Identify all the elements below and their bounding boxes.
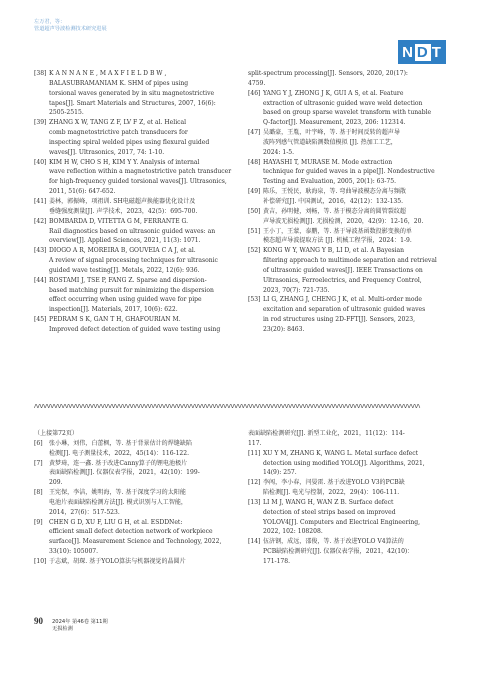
references-bottom-right-column <box>248 429 446 567</box>
reference-line: split-spectrum processing[J]. Sensors, 2020, 20(17): <box>248 70 408 77</box>
reference-line: 补偿研究[J]. 中国测试，2016，42(12)：132-135. <box>263 197 404 205</box>
reference-line: YANG Y J, ZHONG J K, GUI A S, et al. Feature <box>263 89 404 97</box>
reference-line: torsional waves generated by in situ magnetostrictive <box>49 89 215 97</box>
reference-text <box>248 69 446 89</box>
reference-text <box>49 439 232 459</box>
reference-text <box>263 246 446 295</box>
reference-number: [45] <box>34 316 47 324</box>
reference-number: [43] <box>34 247 47 255</box>
reference-line: 209. <box>49 479 63 487</box>
logo-letter-n: N <box>402 43 414 61</box>
reference-line: comb magnetostrictive patch transducers for <box>49 129 188 137</box>
reference-line: 117. <box>248 439 262 447</box>
reference-line: based on group sparse wavelet transform with tunable <box>263 109 432 117</box>
reference-entry <box>34 439 232 459</box>
reference-line: ZHANG X W, TANG Z F, LV F Z, et al. Helical <box>49 119 187 127</box>
reference-line: 波阵列感气管道缺陷测数值模拟 [J]. 热加工工艺， <box>263 138 397 146</box>
reference-line: Improved defect detection of guided wave testing using <box>49 325 221 333</box>
reference-text <box>49 518 232 557</box>
reference-line: 王小丁，王蒙，泰鹏，等. 基于导波基函数投影变换的单 <box>263 227 412 235</box>
reference-entry <box>34 118 232 157</box>
journal-name: 无损检测 <box>52 626 73 632</box>
reference-line: based matching pursuit for minimizing the dispersion <box>49 286 214 294</box>
reference-entry <box>34 158 232 197</box>
reference-entry <box>34 518 232 557</box>
reference-number: [38] <box>34 70 47 77</box>
reference-line: detection using modified YOLO[J]. Algorithms, 2021, <box>263 459 425 467</box>
logo-letter-d: D <box>416 43 429 61</box>
reference-text <box>49 488 232 518</box>
reference-line: guided wave testing[J]. Metals, 2022, 12(6): 936. <box>49 266 200 274</box>
reference-line: PEDRAM S K, GAN T H, GHAFOURIAN M. <box>49 316 181 324</box>
reference-line: 王宪保，李洁，姚明海，等. 基于深度学习的太阳能 <box>49 489 186 497</box>
reference-text <box>34 429 232 439</box>
reference-number: [48] <box>248 158 261 166</box>
reference-line: in rod structures using 2D-FFT[J]. Sensors, 2023, <box>263 316 415 324</box>
reference-line: LI M J, WANG H, WAN Z B. Surface defect <box>263 498 394 506</box>
reference-line: tapes[J]. Smart Materials and Structures, 2007, 16(6): <box>49 99 216 107</box>
reference-line: filtering approach to multimode separation and retrieval <box>263 257 437 265</box>
references-bottom-left-column <box>34 429 232 567</box>
reference-line: 张小琳，刘伟，白蕾枫，等. 基于背景估计的焊缝缺陷 <box>49 439 192 447</box>
journal-info <box>52 619 108 633</box>
reference-line: for high-frequency guided torsional waves[J]. Ultrasonics, <box>49 178 227 186</box>
reference-entry <box>248 478 446 498</box>
reference-line: technique for guided waves in a pipe[J]. Nondestructive <box>263 168 435 176</box>
reference-text <box>49 197 232 217</box>
reference-line: 33(10): 105007. <box>49 548 99 556</box>
reference-entry <box>248 89 446 128</box>
reference-number: [50] <box>248 207 261 215</box>
reference-text <box>263 449 446 479</box>
reference-line: Rail diagnostics based on ultrasonic guided waves: an <box>49 227 216 235</box>
reference-text <box>49 276 232 315</box>
reference-line: overview[J]. Applied Sciences, 2021, 11(3): 1071. <box>49 237 201 245</box>
reference-line: Ultrasonics, Ferroelectrics, and Frequency Control, <box>263 276 422 284</box>
reference-line: 2024: 1-5. <box>263 148 295 156</box>
reference-line: surface[J]. Measurement Science and Technology, 2022, <box>49 538 222 546</box>
reference-line: excitation and separation of ultrasonic guided waves <box>263 306 426 314</box>
reference-entry <box>34 276 232 315</box>
page-number: 90 <box>34 616 43 626</box>
reference-number: [7] <box>34 459 43 467</box>
reference-entry <box>34 557 232 567</box>
reference-number: [53] <box>248 296 261 304</box>
reference-text <box>263 537 446 567</box>
logo-letter-t: T <box>431 43 442 61</box>
reference-line: 模态超声导波提取方法 [J]. 机械工程学报，2024：1-9. <box>263 237 412 245</box>
reference-number: [8] <box>34 489 43 497</box>
reference-number: [42] <box>34 217 47 225</box>
reference-line: wave reflection within a magnetostrictive patch transducer <box>49 168 232 176</box>
reference-entry <box>248 537 446 567</box>
reference-line: 电池片表面缺陷检测方法[J]. 模式识别与人工智能， <box>49 498 187 506</box>
reference-entry <box>34 315 232 335</box>
reference-line: YOLOV4[J]. Computers and Electrical Engineering, <box>263 518 421 526</box>
section-divider: ΛΛΛΛΛΛΛΛΛΛΛΛΛΛΛΛΛΛΛΛΛΛΛΛΛΛΛΛΛΛΛΛΛΛΛΛΛΛΛΛΛΛΛΛΛΛΛΛΛΛΛΛΛΛΛΛΛΛΛΛΛΛΛΛΛΛΛΛΛΛΛΛΛΛΛΛΛΛΛΛΛΛΛΛΛΛΛΛΛΛΛΛΛΛΛΛΛΛΛΛΛΛΛΛΛΛΛ <box>34 404 420 410</box>
reference-text <box>49 69 232 118</box>
reference-entry <box>34 217 232 247</box>
reference-entry <box>34 459 232 489</box>
reference-text <box>263 295 446 334</box>
reference-number: [40] <box>34 158 47 166</box>
reference-number: [41] <box>34 197 47 205</box>
reference-line: 于志斌，胡琛. 基于YOLO算法与机器视觉的晶圆片 <box>49 557 186 565</box>
reference-line: 4759. <box>248 79 266 87</box>
reference-line: 表面缺陷检测[J]. 仪器仪表学报，2021，42(10)：199- <box>49 469 200 477</box>
reference-line: 黄吉，孙明健，刘畅，等. 基于模态分离的圆管裂纹超 <box>263 207 406 215</box>
reference-entry <box>248 69 446 89</box>
reference-line: BOMBARDA D, VITETTA G M, FERRANTE G. <box>49 217 189 225</box>
reference-line: XU Y M, ZHANG K, WANG L. Metal surface defect <box>263 449 419 457</box>
reference-line: extraction of ultrasonic guided wave weld detection <box>263 99 423 107</box>
reference-line: A review of signal processing techniques for ultrasonic <box>49 257 218 265</box>
reference-entry <box>248 128 446 158</box>
reference-entry <box>248 295 446 334</box>
reference-line: of ultrasonic guided waves[J]. IEEE Transactions on <box>263 266 423 274</box>
reference-line: Testing and Evaluation, 2005, 20(1): 63-75. <box>263 178 397 186</box>
reference-entry <box>248 207 446 227</box>
reference-line: CHEN G D, XU F, LIU G H, et al. ESDDNet: <box>49 518 183 526</box>
reference-text <box>49 158 232 197</box>
reference-line: detection of steel strips based on improved <box>263 508 396 516</box>
reference-number: [44] <box>34 276 47 284</box>
reference-number: [11] <box>248 449 261 457</box>
reference-text <box>263 498 446 537</box>
reference-number: [14] <box>248 538 261 546</box>
reference-entry <box>248 246 446 295</box>
reference-text <box>263 227 446 247</box>
reference-entry <box>248 429 446 449</box>
reference-text <box>49 246 232 276</box>
reference-number: [6] <box>34 439 43 447</box>
reference-line: PCB缺陷检测研究[J]. 仪器仪表学报，2021，42(10)： <box>263 548 414 556</box>
reference-line: 14(9): 257. <box>263 469 297 477</box>
reference-line: inspecting spiral welded pipes using flexural guided <box>49 138 210 146</box>
reference-number: [13] <box>248 498 261 506</box>
running-header <box>34 19 107 33</box>
reference-line: K A N N A N E , M A X F I E L D B W , <box>49 70 167 77</box>
reference-line: LI G, ZHANG J, CHENG J K, et al. Multi-order mode <box>263 296 423 304</box>
reference-line: 垂缝强度测量[J]. 声学技术，2023，42(5)：695-700. <box>49 207 198 215</box>
reference-line: BALASUBRAMANIAM K. SHM of pipes using <box>49 79 189 87</box>
reference-entry <box>34 69 232 118</box>
reference-entry <box>34 246 232 276</box>
reference-entry <box>248 187 446 207</box>
reference-text <box>49 118 232 157</box>
reference-text <box>49 459 232 489</box>
reference-line: （上接第72页） <box>34 430 78 437</box>
reference-line: 伍济钢，成远，邵俊，等. 基于改进YOLO V4算法的 <box>263 538 404 546</box>
reference-text <box>49 217 232 247</box>
reference-entry <box>248 227 446 247</box>
reference-text <box>263 187 446 207</box>
header-authors: 左万君，等： <box>34 19 66 25</box>
reference-line: 李闯，李小春，闫晏雷. 基于改进YOLO V3的PCB缺 <box>263 479 405 487</box>
reference-line: KONG W Y, WANG Y B, LI D, et al. A Bayesian <box>263 247 405 255</box>
reference-text <box>263 207 446 227</box>
reference-line: 陷检测[J]. 电光与控制，2022，29(4)：106-111. <box>263 489 400 497</box>
reference-line: 检测[J]. 电子测量技术，2022，45(14)：116-122. <box>49 449 190 457</box>
reference-text <box>248 429 446 449</box>
reference-line: 171-178. <box>263 557 291 565</box>
reference-number: [10] <box>34 557 47 565</box>
reference-line: HAYASHI T, MURASE M. Mode extraction <box>263 158 393 166</box>
reference-line: 表面缺陷检测研究[J]. 新型工业化，2021，11(12)：114- <box>248 430 405 437</box>
reference-number: [12] <box>248 479 261 487</box>
journal-issue: 2024年 第46卷 第11期 <box>52 619 108 625</box>
reference-line: ROSTAMI J, TSE P, FANG Z. Sparse and dispersion- <box>49 276 207 284</box>
reference-line: 2022, 102: 108208. <box>263 528 323 536</box>
reference-line: 声导波无损检测[J]. 无损检测，2020，42(9)：12-16，20. <box>263 217 424 225</box>
reference-number: [39] <box>34 119 47 127</box>
reference-number: [52] <box>248 247 261 255</box>
reference-entry <box>248 449 446 479</box>
reference-line: 陈乐，王悦民，耿海泉，等. 弯曲导波模态分离与频散 <box>263 188 406 196</box>
reference-text <box>49 315 232 335</box>
reference-line: Q-factor[J]. Measurement, 2023, 206: 112314. <box>263 119 406 127</box>
reference-text <box>263 89 446 128</box>
reference-text <box>263 128 446 158</box>
reference-line: inspection[J]. Materials, 2017, 10(6): 622. <box>49 306 178 314</box>
reference-line: waves[J]. Ultrasonics, 2017, 74: 1-10. <box>49 148 165 156</box>
reference-entry <box>248 158 446 188</box>
reference-line: 23(20): 8463. <box>263 325 305 333</box>
reference-text <box>263 158 446 188</box>
reference-text <box>263 478 446 498</box>
reference-line: 2011, 51(6): 647-652. <box>49 188 116 196</box>
reference-number: [47] <box>248 129 261 137</box>
reference-line: 吴璐豪，王胤，叶宇峰，等. 基于时间反转的超声导 <box>263 129 400 137</box>
reference-entry <box>34 429 232 439</box>
reference-line: 2023, 70(7): 721-735. <box>263 286 330 294</box>
references-top-left-column <box>34 69 232 335</box>
reference-line: effect occurring when using guided wave for pipe <box>49 296 202 304</box>
ndt-logo <box>398 40 446 64</box>
references-top-right-column <box>248 69 446 335</box>
reference-entry <box>34 488 232 518</box>
reference-number: [46] <box>248 89 261 97</box>
reference-number: [49] <box>248 188 261 196</box>
reference-entry <box>34 197 232 217</box>
reference-line: 黄梦琦，连一鑫. 基于改进Canny算子的锂电池极片 <box>49 459 188 467</box>
reference-number: [51] <box>248 227 261 235</box>
reference-line: DIOGO A R, MOREIRA B, GOUVEIA C A J, et al. <box>49 247 196 255</box>
reference-number: [9] <box>34 518 43 526</box>
header-title: 管道超声导波检测技术研究进展 <box>34 26 107 32</box>
reference-entry <box>248 498 446 537</box>
reference-text <box>49 557 232 567</box>
reference-line: 2505-2515. <box>49 109 84 117</box>
reference-line: KIM H W, CHO S H, KIM Y Y. Analysis of internal <box>49 158 200 166</box>
reference-line: 2014，27(6)：517-523. <box>49 508 120 516</box>
reference-line: 姜林，郭振峰，项祖训. SH电磁超声换能器优化设计及 <box>49 197 196 205</box>
reference-line: efficient small defect detection network of workpiece <box>49 528 213 536</box>
